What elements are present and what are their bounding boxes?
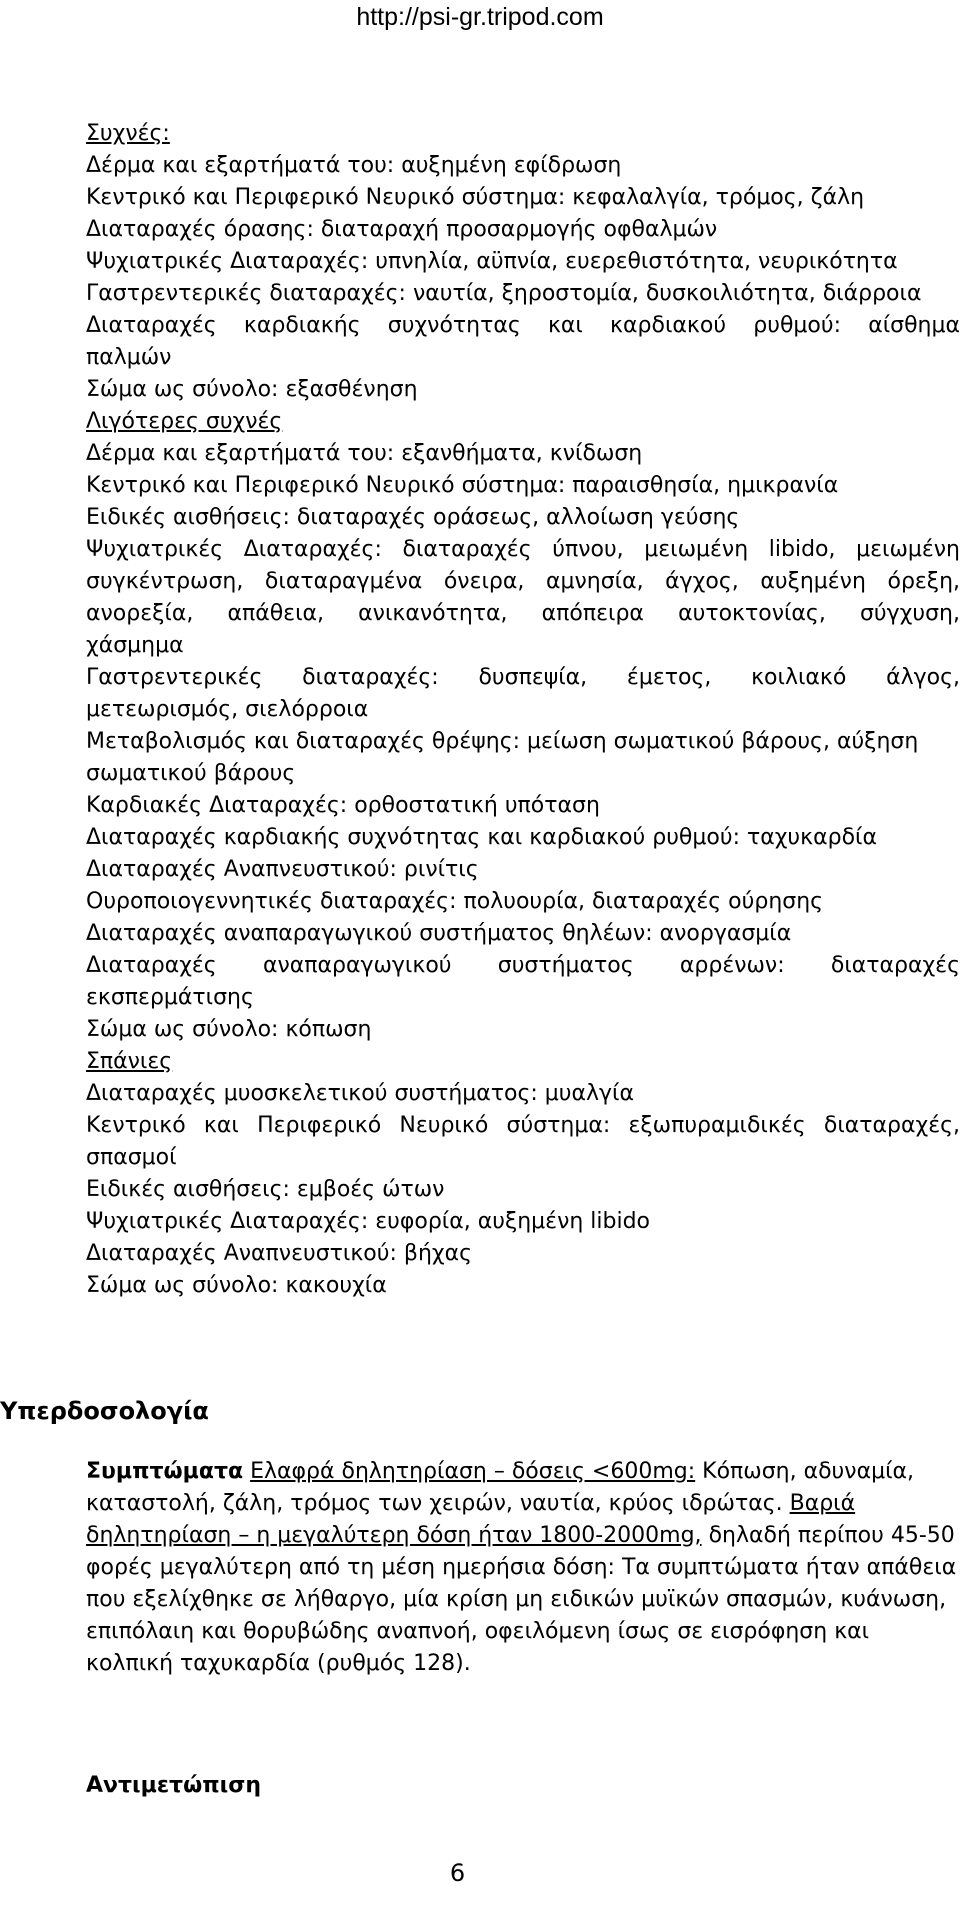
- list-item: Μεταβολισμός και διαταραχές θρέψης: μείωση σωματικού βάρους, αύξηση: [86, 729, 919, 754]
- overdose-title: Υπερδοσολογία: [0, 1397, 209, 1425]
- list-item: Κεντρικό και Περιφερικό Νευρικό σύστημα: εξωπυραμιδικές διαταραχές,: [86, 1113, 960, 1138]
- severe-poisoning-heading: Βαριά δηλητηρίαση – η μεγαλύτερη δόση ήταν 1800-2000mg,: [86, 1491, 856, 1548]
- list-item: ανορεξία, απάθεια, ανικανότητα, απόπειρα αυτοκτονίας, σύγχυση,: [86, 601, 960, 626]
- header-url: http://psi-gr.tripod.com: [356, 3, 604, 31]
- list-item: Δέρμα και εξαρτήματά του: εξανθήματα, κνίδωση: [86, 441, 643, 466]
- list-item: Διαταραχές μυοσκελετικού συστήματος: μυαλγία: [86, 1081, 634, 1106]
- list-item: Διαταραχές όρασης: διαταραχή προσαρμογής οφθαλμών: [86, 217, 718, 242]
- side-effects-list: [86, 118, 960, 1302]
- symptoms-heading: Συμπτώματα: [86, 1459, 244, 1484]
- list-item: συγκέντρωση, διαταραγμένα όνειρα, αμνησία, άγχος, αυξημένη όρεξη,: [86, 569, 960, 594]
- list-item: σωματικού βάρους: [86, 761, 296, 786]
- list-item: Κεντρικό και Περιφερικό Νευρικό σύστημα: παραισθησία, ημικρανία: [86, 473, 839, 498]
- list-item: Ειδικές αισθήσεις: διαταραχές οράσεως, αλλοίωση γεύσης: [86, 505, 740, 530]
- list-item: Ειδικές αισθήσεις: εμβοές ώτων: [86, 1177, 445, 1202]
- list-item: Σώμα ως σύνολο: κόπωση: [86, 1017, 372, 1042]
- less-frequent-heading: Λιγότερες συχνές: [86, 409, 283, 434]
- paragraph-line: οφειλόμενη ίσως σε εισρόφηση και κολπική ταχυκαρδία (ρυθμός 128).: [86, 1619, 870, 1676]
- paragraph-line: ειδικών μυϊκών σπασμών, κυάνωση, επιπόλαιη και θορυβώδης αναπνοή,: [86, 1587, 947, 1644]
- frequent-heading: Συχνές:: [86, 121, 170, 146]
- paragraph-line: Κόπωση, αδυναμία, καταστολή, ζάλη, τρόμος των χειρών, ναυτία, κρύος: [86, 1459, 915, 1516]
- list-item: Καρδιακές Διαταραχές: ορθοστατική υπόταση: [86, 793, 600, 818]
- list-item: μετεωρισμός, σιελόρροια: [86, 697, 369, 722]
- list-item: Ουροποιογεννητικές διαταραχές: πολυουρία, διαταραχές ούρησης: [86, 889, 824, 914]
- list-item: Δέρμα και εξαρτήματά του: αυξημένη εφίδρωση: [86, 153, 622, 178]
- list-item: Διαταραχές Αναπνευστικού: βήχας: [86, 1241, 473, 1266]
- list-item: σπασμοί: [86, 1145, 177, 1170]
- paragraph-line: Τα συμπτώματα ήταν απάθεια που εξελίχθηκε σε λήθαργο, μία κρίση μη: [86, 1555, 957, 1612]
- list-item: Διαταραχές αναπαραγωγικού συστήματος αρρένων: διαταραχές: [86, 953, 960, 978]
- severe-heading-tail: δηλαδή: [708, 1523, 791, 1548]
- paragraph-line: περίπου 45-50 φορές μεγαλύτερη από τη μέση ημερήσια δόση:: [86, 1523, 955, 1580]
- list-item: Ψυχιατρικές Διαταραχές: διαταραχές ύπνου, μειωμένη libido, μειωμένη: [86, 537, 960, 562]
- list-item: Ψυχιατρικές Διαταραχές: ευφορία, αυξημένη libido: [86, 1209, 651, 1234]
- list-item: Σώμα ως σύνολο: εξασθένηση: [86, 377, 418, 402]
- list-item: χάσμημα: [86, 633, 184, 658]
- list-item: Γαστρεντερικές διαταραχές: δυσπεψία, έμετος, κοιλιακό άλγος,: [86, 665, 960, 690]
- list-item: Διαταραχές καρδιακής συχνότητας και καρδιακού ρυθμού: αίσθημα: [86, 313, 960, 338]
- rare-heading: Σπάνιες: [86, 1049, 173, 1074]
- list-item: Ψυχιατρικές Διαταραχές: υπνηλία, αϋπνία, ευερεθιστότητα, νευρικότητα: [86, 249, 898, 274]
- list-item: Σώμα ως σύνολο: κακουχία: [86, 1273, 387, 1298]
- overdose-section: [86, 1456, 960, 1680]
- list-item: Γαστρεντερικές διαταραχές: ναυτία, ξηροστομία, δυσκοιλιότητα, διάρροια: [86, 281, 922, 306]
- page-number: 6: [449, 1859, 466, 1887]
- mild-poisoning-heading: Ελαφρά δηλητηρίαση – δόσεις <600mg:: [250, 1459, 696, 1484]
- list-item: Κεντρικό και Περιφερικό Νευρικό σύστημα: κεφαλαλγία, τρόμος, ζάλη: [86, 185, 865, 210]
- list-item: Διαταραχές αναπαραγωγικού συστήματος θηλέων: ανοργασμία: [86, 921, 792, 946]
- list-item: παλμών: [86, 345, 172, 370]
- list-item: εκσπερμάτισης: [86, 985, 254, 1010]
- paragraph-line: ιδρώτας.: [681, 1491, 783, 1516]
- list-item: Διαταραχές καρδιακής συχνότητας και καρδιακού ρυθμού: ταχυκαρδία: [86, 825, 878, 850]
- treatment-heading: Αντιμετώπιση: [86, 1773, 261, 1798]
- list-item: Διαταραχές Αναπνευστικού: ρινίτις: [86, 857, 479, 882]
